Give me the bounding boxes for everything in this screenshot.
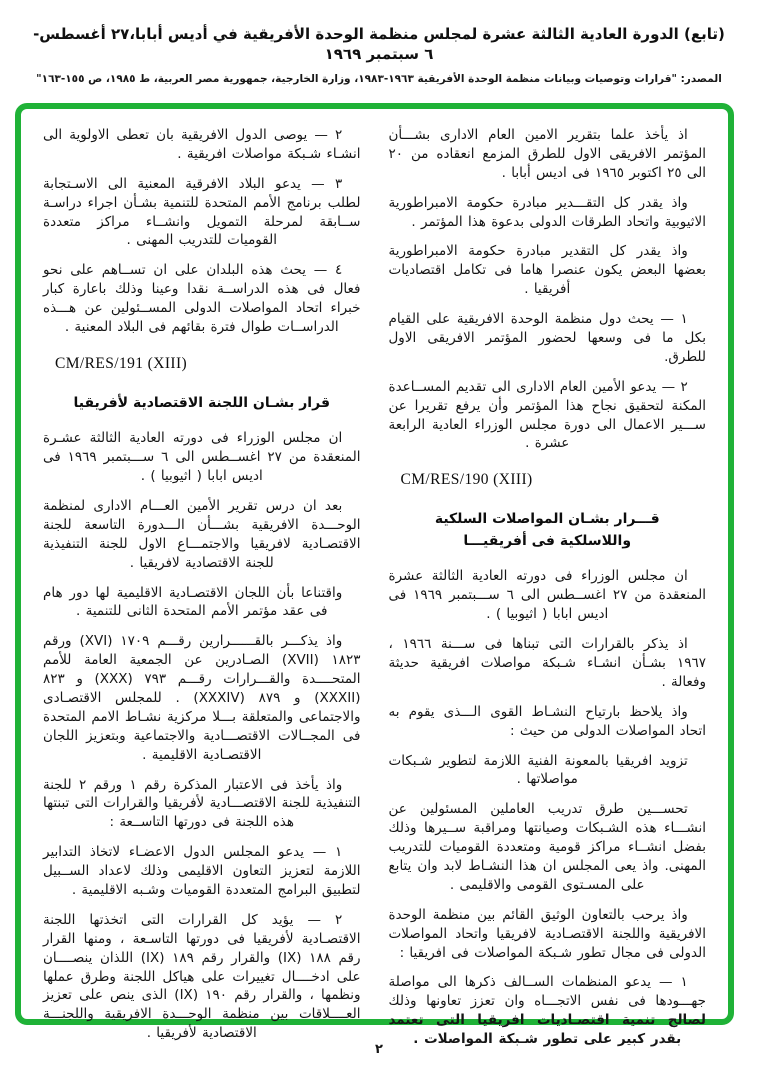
paragraph: ٢ — يؤيد كل القرارات التى اتخذتها اللجنة الاقتصـادية لأفريقيا فى دورتها التاسـعة ، ومنها القرار رقم ١٨٨ (IX) والقرار رقم ١٨٩ (IX) اللذان ينصــــان على ادخــــال تغييرات على هياكل اللجنة وطرق عملها ونظمها ، والقرار رقم ١٩٠ (IX) الذى ينص على تعزيز العــــلاقات بين منظمة الوحـــدة الافريقية واللجنـــة الاقتصادية لأفريقيا .: [43, 911, 361, 1042]
paragraph: اذ يذكر بالقرارات التى تبناها فى ســـنة ١٩٦٦ ، ١٩٦٧ بشـأن انشـاء شـبكة مواصلات افريقية حديثة وفعالة .: [388, 636, 706, 690]
paragraph: واذ يقدر كل التقـــدير مبادرة حكومة الامبراطورية الاثيوبية واتحاد الطرقات الدولى بدعوة هذا المؤتمر .: [388, 194, 706, 230]
page-number: ٢: [375, 1042, 383, 1057]
resolution-title-line: قـــرار بشـان المواصلات السلكية: [434, 511, 660, 528]
resolution-code: CM/RES/191 (XIII): [55, 354, 188, 372]
paragraph: ١ — يحث دول منظمة الوحدة الافريقية على القيام بكل ما فى وسعها لحضور المؤتمر الافريقى الاول للطرق.: [388, 311, 706, 365]
paragraph: واذ يذكـــر بالقــــــرارين رقـــم ١٧٠٩ (XVI) ورقم ١٨٢٣ (XVII) الصـادرين عن الجمعية العامة للأمم المتحــــدة والقـــرارات رقـــم ٧٩٣ (XXX) و ٨٢٣ (XXXII) و ٨٧٩ (XXXIV) . للمجلس الاقتصـادى والاجتماعى والمتعلقة بـــلا مركزية نشـاط الامم المتحدة فى المجــالات الاقتصـــادية والاجتماعية وبتعزيز اللجان الاقتصـادية الاقليمية .: [43, 633, 361, 763]
paragraph: واقتناعا بأن اللجان الاقتصـادية الاقليمية لها دور هام فى عقد مؤتمر الأمم المتحدة الثانى للتنمية .: [43, 584, 343, 620]
paragraph: ان مجلس الوزراء فى دورته العادية الثالثة عشـرة المنعقدة من ٢٧ اغســطس الى ٦ ســـبتمبر ١٩٦٩ فى اديس ابابا ( اثيوبيا ) .: [43, 430, 361, 485]
paragraph: واذ يقدر كل التقدير مبادرة حكومة الامبراطورية بعضها البعض يكون عنصرا هاما فى تكامل اقتصاديات أفريقيا .: [388, 243, 706, 298]
paragraph-run: ١ — يدعو المنظمات الســالف ذكرها الى مواصلة جهـــودها فى نفس الاتجـــاه وان تعزز تعاونها وذلك: [388, 974, 706, 1010]
resolution-title-line: واللاسلكية فى أفريقيـــا: [463, 532, 632, 549]
source-citation: المصدر: "قرارات وتوصيات وبيانات منظمة الوحدة الأفريقية ١٩٦٣-١٩٨٣، وزارة الخارجية، جمهورية مصر العربية، ط ١٩٨٥، ص ١٥٥-١٦٣": [36, 73, 722, 85]
paragraph: ان مجلس الوزراء فى دورته العادية الثالثة عشرة المنعقدة من ٢٧ اغســطس الى ٦ ســـبتمبر ١٩٦٩ فى اديس ابابا ( اثيوبيا ) .: [388, 568, 707, 623]
paragraph: تحســـين طرق تدريب العاملين المسئولين عن انشـــاء هذه الشـبكات وصيانتها ومراقبة ســيرها وذلك بفضل انشــاء مراكز قومية ومتعددة القوميات للتدريب المهنى. واذ يعى المجلس ان هذا النشـاط لابد وان يتابع على المسـتوى القومى والاقليمى .: [388, 801, 706, 893]
paragraph: ٤ — يحث هذه البلدان على ان تســاهم على نحو فعال فى هذه الدراســة نقدا وعينا وذلك باعارة كبار خبراء اتحاد المواصلات الدولى المســئولين عن هـــذه الدراســات طوال فترة بقائهم فى البلاد المعنية .: [43, 262, 361, 336]
paragraph-bold-run: لصالح تنمية اقتصـاديات افريقيا التى تعتمد بقدر كبير على تطور شـبكة المواصلات .: [388, 1012, 706, 1048]
resolution-title: [43, 393, 361, 415]
paragraph: ١ — يدعو المجلس الدول الاعضـاء لاتخاذ التدابير اللازمة لتعزيز التعاون الاقليمى وذلك لاعداد الســبيل لتطبيق البرامج المتعددة القوميات وشـبه الاقليمية .: [43, 844, 361, 898]
paragraph: ٢ — يوصى الدول الافريقية بان تعطى الاولوية الى انشـاء شـبكة مواصلات افريقية .: [43, 127, 361, 162]
paragraph: اذ يأخذ علما بتقرير الامين العام الادارى بشـــأن المؤتمر الافريقى الاول للطرق المزمع انعقاده من ٢٠ الى ٢٥ اكتوبر ١٩٦٥ فى اديس أبابا .: [388, 127, 706, 181]
resolution-code: CM/RES/190 (XIII): [400, 471, 533, 489]
paragraph: واذ يلاحظ بارتياح النشـاط القوى الـــذى يقوم به اتحاد المواصلات الدولى من حيث :: [388, 703, 706, 739]
paragraph: ٣ — يدعو البلاد الافرقية المعنية الى الاسـتجابة لطلب برنامج الأمم المتحدة للتنمية بشـأن اجراء دراسـة ســابقة لمرحلة التمويل وانشــاء مراكز متعددة القوميات للتدريب المهنى .: [43, 175, 361, 249]
two-column-layout: [43, 126, 707, 1048]
paragraph: تزويد افريقيا بالمعونة الفنية اللازمة لتطوير شـبكات مواصلاتها .: [388, 752, 688, 788]
paragraph: بعد ان درس تقرير الأمين العـــام الادارى لمنظمة الوحـــدة الافريقية بشـــأن الـــدورة التاسعة للجنة الاقتصـادية لافريقيا والاجتمـــاع الاول للجنة التنفيذية للجنة الاقتصادية لافريقيا .: [43, 497, 361, 571]
column-left: [43, 126, 361, 1042]
page-header: [0, 25, 758, 85]
page-title: (تابع) الدورة العادية الثالثة عشرة لمجلس منظمة الوحدة الأفريقية في أديس أبابا،٢٧ أغسطس- ٦ سبتمبر ١٩٦٩: [33, 25, 725, 63]
paragraph: ٢ — يدعو الأمين العام الادارى الى تقديم المســاعدة المكنة لتحقيق نجاح هذا المؤتمر وأن يرفع تقريرا عن ســـير الاعمال الى دورة مجلس الوزراء العادية الرابعة عشرة .: [388, 378, 706, 452]
column-right: [388, 126, 707, 1048]
paragraph: واذ يأخذ فى الاعتبار المذكرة رقم ١ ورقم ٢ للجنة التنفيذية للجنة الاقتصـــادية لأفريقيا والقرارات التى تبنتها هذه اللجنة فى دورتها التاســعة :: [43, 776, 361, 831]
paragraph: واذ يرحب بالتعاون الوثيق القائم بين منظمة الوحدة الافريقية واللجنة الاقتصـادية لافريقيا واتحاد المواصلات الدولى فى مجال تطور شـبكة المواصلات فى افريقيا :: [388, 906, 706, 961]
paragraph: [389, 973, 707, 1049]
resolution-title-line: قرار بشـان اللجنة الاقتصادية لأفريقيا: [73, 394, 330, 411]
content-frame: [15, 103, 734, 1048]
resolution-title: [389, 509, 707, 552]
